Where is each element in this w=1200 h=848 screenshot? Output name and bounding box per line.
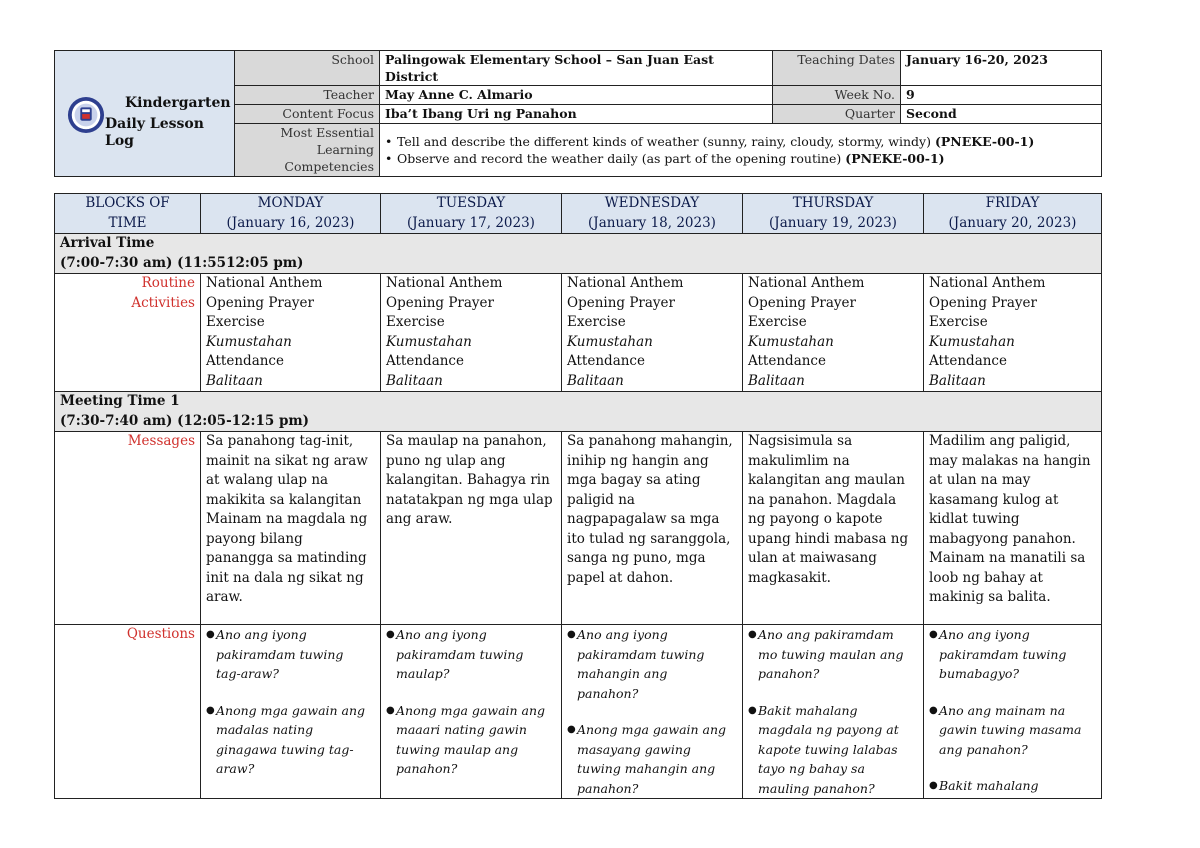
message-line: payong bilang [206,530,303,547]
teaching-dates-value: January 16-20, 2023 [901,51,1102,86]
message-line: at walang ulap na [206,472,329,488]
message-line: puno ng ulap ang [386,452,506,469]
question-line: Ano ang iyong [216,627,307,642]
question-line: magdala ng payong at [758,722,899,737]
title-block [55,51,235,177]
bullet-icon: ● [567,724,576,735]
questions-label: Questions [55,625,201,799]
day-header-friday: FRIDAY (January 20, 2023) [924,194,1102,234]
message-line: ang araw. [386,511,453,527]
question-line: pakiramdam tuwing [216,646,344,662]
question-line: panahon? [577,685,639,701]
question-cell [743,625,924,799]
message-line: Mainam na manatili sa [929,550,1086,566]
message-line: Sa panahong tag-init, [206,433,354,449]
question-line: mauling panahon? [758,780,875,796]
bullet-icon: ● [567,629,576,640]
questions-row [55,625,1102,799]
message-line: na panahon. Magdala [748,491,897,508]
question-line: madalas nating [216,722,314,737]
question-item [748,701,918,799]
message-line: may malakas na hangin [929,452,1091,469]
lesson-log-table [54,193,1102,799]
bullet-icon: ● [748,704,757,716]
bullet-icon: ● [929,780,938,791]
question-line: araw? [216,761,255,776]
question-item [929,776,1096,796]
routine-activities-label: Routine Activities [55,274,201,392]
competency-item: • Observe and record the weather daily (as part of the opening routine) (PNEKE-00-1) [385,151,945,166]
question-line: Ano ang pakiramdam [758,627,894,642]
question-line: Bakit mahalang [758,702,858,718]
message-line: makulimlim na [748,452,850,469]
message-line: Mainam na magdala ng [206,511,368,527]
message-line: at ulan na may [929,472,1031,488]
routine-cell: National Anthem Opening Prayer Exercise Kumustahan Attendance Balitaan [924,274,1102,392]
message-line: ng payong o kapote [748,511,883,527]
question-line: Anong mga gawain ang [396,702,546,718]
message-cell [381,432,562,625]
question-line: maulap? [396,666,450,681]
message-line: upang hindi mabasa ng [748,530,909,547]
message-line: ulan at maiwasang [748,550,877,566]
question-line: tuwing maulap ang [396,741,519,757]
question-item [386,701,556,779]
message-line: ito tulad ng saranggola, [567,530,731,547]
question-item [206,625,375,684]
routine-cell: National Anthem Opening Prayer Exercise Kumustahan Attendance Balitaan [381,274,562,392]
question-line: pakiramdam tuwing [577,646,705,662]
header-table [54,50,1102,177]
message-line: sanga ng puno, mga [567,550,706,566]
question-line: tayo ng bahay sa [758,761,865,776]
section-arrival-time: Arrival Time (7:00-7:30 am) (11:5512:05 pm) [55,234,1102,274]
question-line: Ano ang iyong [939,627,1030,642]
question-line: Ano ang mainam na [939,702,1066,718]
message-line: magkasakit. [748,569,831,586]
day-header-wednesday: WEDNESDAY (January 18, 2023) [562,194,743,234]
bullet-icon: ● [206,704,215,716]
day-header-tuesday: TUESDAY (January 17, 2023) [381,194,562,234]
question-line: tag-araw? [216,666,279,681]
content-focus-value: Iba’t Ibang Uri ng Panahon [380,105,773,124]
question-item [748,625,918,684]
week-value: 9 [901,86,1102,105]
question-line: masayang gawing [577,741,691,757]
message-line: inihip ng hangin ang [567,452,709,469]
message-line: paligid na [567,491,635,508]
bullet-icon: ● [929,629,938,640]
message-line: nagpapagalaw sa mga [567,511,720,527]
message-line: mabagyong panahon. [929,530,1076,547]
message-line: Sa panahong mahangin, [567,433,733,449]
routine-cell: National Anthem Opening Prayer Exercise Kumustahan Attendance Balitaan [201,274,381,392]
message-line: araw. [206,589,243,605]
message-line: papel at dahon. [567,569,674,586]
message-line: Nagsisimula sa [748,433,853,449]
routine-row [55,274,1102,392]
teacher-label: Teacher [235,86,380,105]
question-line: panahon? [758,666,820,681]
bullet-icon: ● [929,704,938,716]
message-line: Madilim ang paligid, [929,433,1071,449]
question-line: Anong mga gawain ang [216,702,366,718]
competencies-label: Most Essential Learning Competencies [235,124,380,177]
title-daily-lesson-log: Daily Lesson Log [105,115,204,149]
blocks-of-time-header: BLOCKS OF TIME [55,194,201,234]
question-item [567,720,737,798]
messages-row [55,432,1102,625]
question-line: bumabagyo? [939,666,1020,681]
question-line: tuwing mahangin ang [577,761,716,776]
question-line: maaari nating gawin [396,722,527,737]
message-line: kasamang kulog at [929,491,1059,508]
message-cell [562,432,743,625]
message-line: makikita sa kalangitan [206,491,362,508]
message-line: makinig sa balita. [929,589,1051,605]
question-line: pakiramdam tuwing [396,646,524,662]
question-line: mo tuwing maulan ang [758,646,904,662]
day-header-monday: MONDAY (January 16, 2023) [201,194,381,234]
question-cell [201,625,381,799]
question-line: Ano ang iyong [396,627,487,642]
competency-item: • Tell and describe the different kinds of weather (sunny, rainy, cloudy, stormy, windy) (PNEKE-00-1) [385,134,1035,149]
question-cell [381,625,562,799]
message-line: mainit na sikat ng araw [206,452,368,469]
message-line: Sa maulap na panahon, [386,433,547,449]
routine-cell: National Anthem Opening Prayer Exercise Kumustahan Attendance Balitaan [743,274,924,392]
teacher-value: May Anne C. Almario [380,86,773,105]
content-focus-label: Content Focus [235,105,380,124]
question-item [929,625,1096,684]
question-line: Bakit mahalang [939,778,1039,793]
school-value: Palingowak Elementary School – San Juan East District [380,51,773,86]
question-line: ang panahon? [939,741,1028,757]
bullet-icon: ● [386,629,395,640]
message-line: natatakpan ng mga ulap [386,491,553,508]
question-line: panahon? [396,761,458,776]
question-line: kapote tuwing lalabas [758,741,898,757]
message-line: mga bagay sa ating [567,472,701,488]
routine-cell: National Anthem Opening Prayer Exercise Kumustahan Attendance Balitaan [562,274,743,392]
question-line: Ano ang iyong [577,627,668,642]
message-line: kalangitan. Bahagya rin [386,472,550,488]
message-line: init na dala ng sikat ng [206,569,364,586]
message-cell [201,432,381,625]
question-line: panahon? [577,780,639,796]
question-item [386,625,556,684]
question-line: mahangin ang [577,666,668,681]
question-line: Anong mga gawain ang [577,722,727,737]
title-kindergarten: Kindergarten [125,94,231,111]
school-label: School [235,51,380,86]
messages-label: Messages [55,432,201,625]
week-label: Week No. [773,86,901,105]
deped-seal-icon [67,96,105,134]
question-line: pakiramdam tuwing [939,646,1067,662]
day-header-thursday: THURSDAY (January 19, 2023) [743,194,924,234]
section-meeting-time-1: Meeting Time 1 (7:30-7:40 am) (12:05-12:15 pm) [55,392,1102,432]
message-line: panangga sa matinding [206,550,367,566]
message-cell [743,432,924,625]
question-item [929,701,1096,760]
competencies-list [380,124,1102,177]
column-header-row [55,194,1102,234]
question-cell [924,625,1102,799]
bullet-icon: ● [206,629,215,640]
quarter-value: Second [901,105,1102,124]
message-line: kidlat tuwing [929,511,1020,527]
teaching-dates-label: Teaching Dates [773,51,901,86]
question-item [206,701,375,779]
question-line: ginagawa tuwing tag- [216,741,354,757]
question-cell [562,625,743,799]
message-cell [924,432,1102,625]
bullet-icon: ● [748,629,757,640]
quarter-label: Quarter [773,105,901,124]
message-line: loob ng bahay at [929,569,1043,586]
question-item [567,625,737,703]
bullet-icon: ● [386,704,395,716]
message-line: kalangitan ang maulan [748,472,905,488]
question-line: gawin tuwing masama [939,722,1082,737]
